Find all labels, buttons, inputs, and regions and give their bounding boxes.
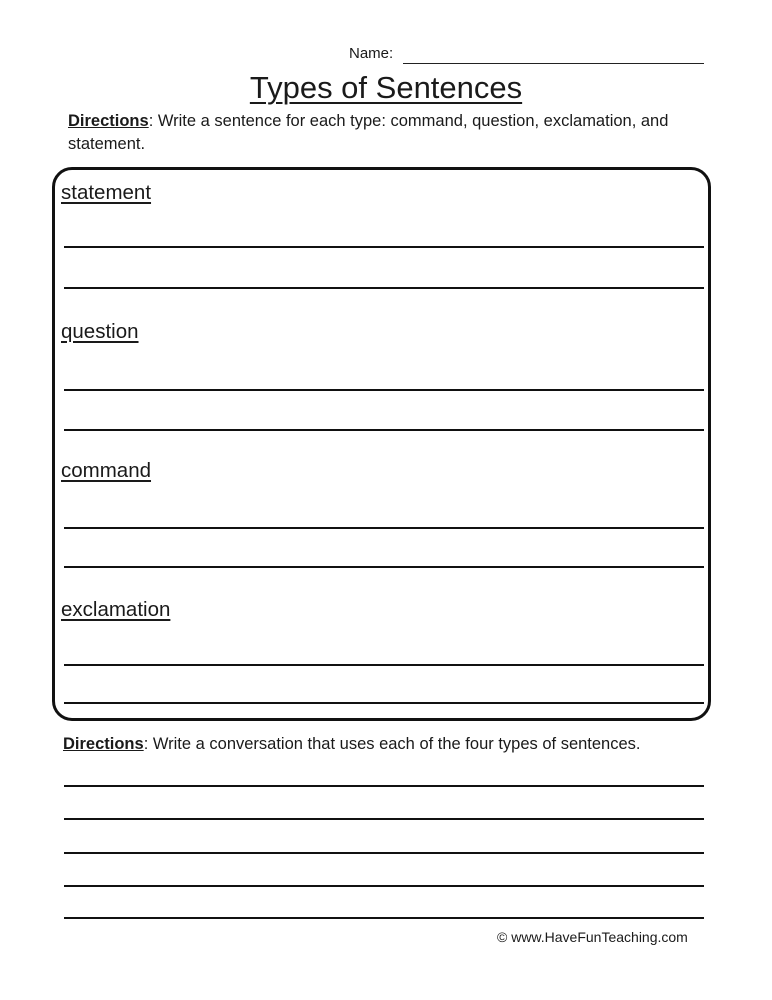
writing-line[interactable] <box>64 429 704 431</box>
worksheet-title <box>0 70 772 106</box>
directions-text: : Write a conversation that uses each of the four types of sentences. <box>143 735 641 753</box>
writing-line[interactable] <box>64 287 704 289</box>
name-field-line[interactable] <box>403 63 704 64</box>
name-label: Name: <box>349 45 394 62</box>
directions-label: Directions <box>68 112 149 130</box>
writing-line[interactable] <box>64 246 704 248</box>
directions-text: : Write a sentence for each type: command, question, exclamation, and statement. <box>68 112 669 153</box>
conversation-line[interactable] <box>64 818 704 820</box>
conversation-line[interactable] <box>64 785 704 787</box>
conversation-line[interactable] <box>64 885 704 887</box>
section-label-question: question <box>61 320 139 343</box>
title-text: Types of Sentences <box>249 70 523 105</box>
writing-line[interactable] <box>64 527 704 529</box>
writing-line[interactable] <box>64 389 704 391</box>
copyright-footer: © www.HaveFunTeaching.com <box>497 929 688 945</box>
directions-sentences <box>68 110 708 156</box>
section-label-statement: statement <box>61 181 152 204</box>
writing-line[interactable] <box>64 664 704 666</box>
sentence-types-box <box>52 167 711 721</box>
directions-label: Directions <box>63 735 144 753</box>
name-row <box>349 45 393 62</box>
conversation-line[interactable] <box>64 852 704 854</box>
section-label-command: command <box>61 459 152 482</box>
writing-line[interactable] <box>64 702 704 704</box>
writing-line[interactable] <box>64 566 704 568</box>
conversation-line[interactable] <box>64 917 704 919</box>
section-label-exclamation: exclamation <box>61 598 171 621</box>
directions-conversation <box>63 735 641 754</box>
